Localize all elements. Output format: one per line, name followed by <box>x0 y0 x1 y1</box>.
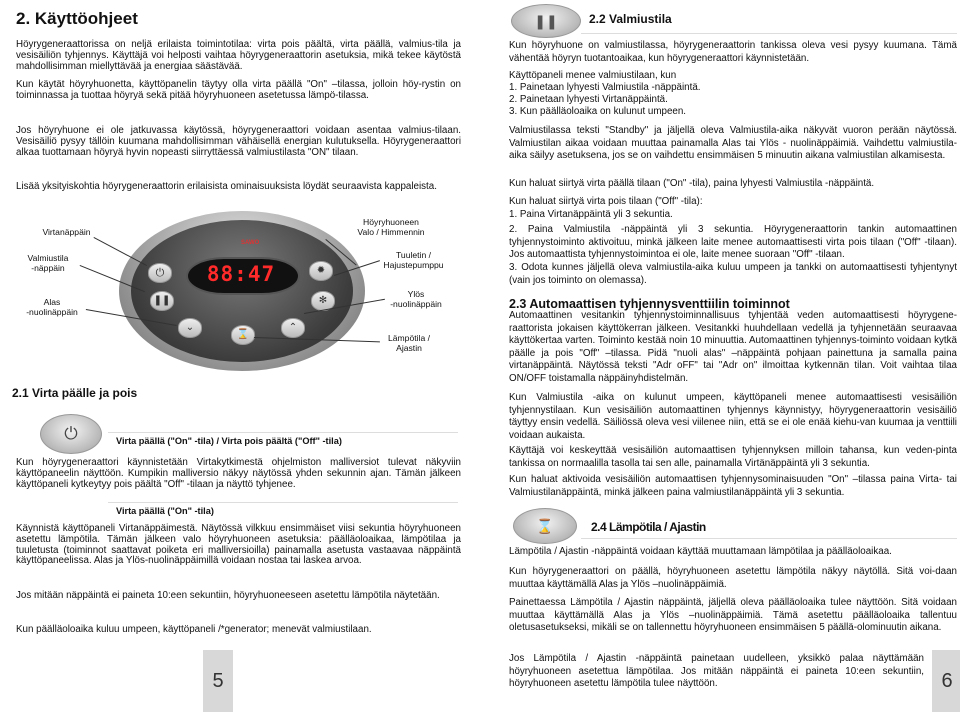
drain-activate: Kun haluat aktivoida vesisäiliön automaattisen tyhjennysominaisuuden "On" –tilassa paina Virta- tai Valmiustilanäppäintä, minkä jälkeen paina valmiustilanäppäintä yli 3 sekuntia. <box>509 474 957 498</box>
standby-intro: Kun höyryhuone on valmiustilassa, höyrygeneraattorin tankissa oleva vesi pysyy kuumana. Tämä vähentää höyryn tuotantoaikaa, kun höyrygeneraattori käynnistetään. <box>509 40 957 64</box>
divider <box>108 432 458 433</box>
page-title: 2. Käyttöohjeet <box>16 9 138 28</box>
off-step-1: 1. Paina Virtanäppäintä yli 3 sekuntia. <box>509 209 673 220</box>
drain-interrupt: Käyttäjä voi keskeyttää vesisäiliön automaattisen tyhjennyksen milloin tahansa, kun veden-pinta tankissa on normaalilla tasolla tai sen alle, painamalla Virtänäppäintä yli 3 sekuntia. <box>509 445 957 469</box>
section-heading: 2.3 Automaattisen tyhjennysventtiilin toiminnot <box>509 297 790 311</box>
subheading-on-off: Virta päällä ("On" -tila) / Virta pois päältä ("Off" -tila) <box>116 436 342 446</box>
divider <box>581 538 957 539</box>
temp-intro: Lämpötila / Ajastin -näppäintä voidaan käyttää muuttamaan lämpötilaa ja päälläoloaikaa. <box>509 546 892 557</box>
fan-icon: ✻ <box>318 295 328 306</box>
details-paragraph: Lisää yksityiskohtia höyrygeneraattorin erilaisista ominaisuuksista löydät seuraavista kappaleista. <box>16 181 437 192</box>
label-power: Virtanäppäin <box>42 227 91 237</box>
standby-step-2: 2. Painetaan lyhyesti Virtanäppäintä. <box>509 94 668 105</box>
standby-to-on: Kun haluat siirtyä virta päällä tilaan ("On" -tila), paina lyhyesti Valmiustila -näppäintä. <box>509 178 875 189</box>
power-button-image <box>40 414 102 454</box>
page-number: 6 <box>932 650 960 712</box>
subheading-on: Virta päällä ("On" -tila) <box>116 506 214 516</box>
intro-paragraph: Höyrygeneraattorissa on neljä erilaista toimintotilaa: virta pois päältä, virta päällä, valmius-tila ja vesisäiliön tyhjennys. Käyttäjä voi helposti vaihtaa höyrygeneraattorin asetuksia, mikä tekee käytöstä mahdollisimman miellyttävää ja energiaa säästävää. <box>16 39 461 72</box>
page-number: 5 <box>203 650 233 712</box>
usage-paragraph: Kun käytät höyryhuonetta, käyttöpanelin täytyy olla virta päällä "On" –tilassa, jolloin höy-rystin on toiminnassa ja tuottaa höyryä sekä pitää höyryhuoneen asetetussa lämpö-tilassa. <box>16 79 461 101</box>
label-temp: Lämpötila / Ajastin <box>387 333 431 353</box>
standby-step-1: 1. Painetaan lyhyesti Valmiustila -näppäintä. <box>509 82 701 93</box>
ontime-paragraph: Kun päälläoloaika kuluu umpeen, käyttöpaneli /*generator; menevät valmiustilaan. <box>16 624 372 635</box>
chevron-down-icon: ⌄ <box>185 322 195 333</box>
drain-intro: Automaattinen vesitankin tyhjennystoiminnallisuus tyhjentää veden automaattisesti höyrygene-raattorista jokaisen käyttökerran jälkeen. Vesitankki huuhdellaan vedellä ja tyhjennetään seuraavaa käyttökertaa varten. Toiminto kestää noin 10 minuuttia. Automaattinen tyhjennys-toiminto voidaan kytkä päälle ja pois "Off" –tilassa. Pidä "nuoli alas" –näppäintä pohjaan painettuna ja samalla paina virtanäppäintä. Näytössä teksti "Adr oFF" tai "Adr on" ilmoittaa kytkennän tilan. Voit vaihtaa tilaa ON/OFF toistamalla näppäinyhdistelmän. <box>509 310 957 384</box>
standby-when: Käyttöpaneli menee valmiustilaan, kun <box>509 70 677 81</box>
standby-button-image <box>511 4 581 38</box>
standby-to-off: Kun haluat siirtyä virta pois tilaan ("Off" -tila): <box>509 196 703 207</box>
standby-paragraph: Jos höyryhuone ei ole jatkuvassa käytössä, höyrygeneraattori voidaan asentaa valmius-tilaan. Vesisäiliö pysyy tällöin kuumana mahdollisimman vähäisellä energian kulutuksella. Höyrygeneraattori alkaa tuottamaan höyryä hyvin nopeasti siirryttäessä valmiustilasta "ON" tilaan. <box>16 125 461 158</box>
bulb-icon: ✹ <box>316 265 326 276</box>
power-icon: ⏻ <box>64 424 78 443</box>
standby-step-3: 3. Kun päälläoloaika on kulunut umpeen. <box>509 106 687 117</box>
standby-icon: ❚❚ <box>153 295 171 306</box>
drain-process: Kun Valmiustila -aika on kulunut umpeen, käyttöpaneli menee automaattisesti vesisäiliön tyhjennystilaan. Kun vesisäiliön automaattinen tyhjennys käynnistyy, höyrygeneraattorin vesisäiliö täyttyy ensin vedellä. Säiliössä oleva vesi viilenee niin, että se ei ole enää kiehu-van kuumaa ja venttiili voidaan aukaista. <box>509 392 957 441</box>
section-heading: 2.1 Virta päälle ja pois <box>12 386 138 400</box>
off-step-2: 2. Paina Valmiustila -näppäintä yli 3 sekuntia. Höyrygeneraattorin tankin automaattinen tyhjennystoiminto aktivoituu, minkä jälkeen laite menee automaattisesti virta pois tilaan ("Off" -tilaan). Jos automaattista tyhjennystoimintoa ei ole, laite menee suoraan "Off" -tilaan. <box>509 224 957 260</box>
temp-timer-button-image <box>513 508 577 544</box>
up-button[interactable] <box>281 318 305 338</box>
timeout-paragraph: Jos mitään näppäintä ei paineta 10:een sekuntiin, höyryhuoneeseen asetettu lämpötila näytetään. <box>16 590 440 601</box>
standby-button[interactable] <box>150 291 174 311</box>
divider <box>108 502 458 503</box>
temp-change: Kun höyrygeneraattori on päällä, höyryhuoneen asetettu lämpötila näkyy näytöllä. Sitä voi-daan muuttaa käyttämällä Alas ja Ylös –nuolinäppäimiä. <box>509 566 957 590</box>
power-icon: ⏻ <box>155 267 165 279</box>
pause-icon: ❚❚ <box>534 13 558 29</box>
label-standby: Valmiustila -näppäin <box>27 253 69 273</box>
standby-display: Valmiustilassa teksti "Standby" ja jäljellä oleva Valmiustila-aika näkyvät vuoron perään näytössä. Valmiustilan aikaa voidaan muuttaa painamalla Alas tai Ylös - nuolinäppäimiä. Vaihdettu valmiustila-aika säilyy asetuksena, jos se on vaihdettu ensimmäisen 5 minuutin aikana valmiustilan alkamisesta. <box>509 125 957 161</box>
power-paragraph: Kun höyrygeneraattori käynnistetään Virtakytkimestä ohjelmiston malliversiot tulevat näkyviin käyttöpaneelin näyttöön. Kumpikin malliversio näkyy näytössä yhden sekunnin ajan. Tämän jälkeen käyttöpaneli kytkeytyy pois päältä "Off" -tilaan ja näyttö tyhjenee. <box>16 457 461 490</box>
temp-timer-button[interactable] <box>231 325 255 345</box>
on-paragraph: Käynnistä käyttöpaneli Virtanäppäimestä. Näytössä vilkkuu ensimmäiset viisi sekuntia höyryhuoneen asetettu lämpötila. Tämän jälkeen valo höyryhuoneen asetuksia: päälläoloaikaa, lämpötilaa ja tuuletusta (toiminnot saattavat poiketa eri malliversioilla) painamalla asetusta vastaavaa näppäintä käyttöpaneelissa. Alas ja Ylös-nuolinäppäimillä voidaan nostaa tai laskea arvoa. <box>16 523 461 567</box>
chevron-up-icon: ⌃ <box>288 322 298 333</box>
thermometer-icon: ⌛ <box>236 329 250 340</box>
section-heading: 2.2 Valmiustila <box>589 12 672 26</box>
label-fan: Tuuletin / Hajustepumppu <box>383 250 444 270</box>
power-button[interactable] <box>148 263 172 283</box>
thermometer-icon: ⌛ <box>536 518 554 534</box>
timer-change: Painettaessa Lämpötila / Ajastin näppäintä, jäljellä oleva päälläoloaika tulee näyttöön. Sitä voidaan muuttaa käyttämällä Alas ja Ylös –nuolinäppäimiä. Tämä asetettu päälläoloaika tallentuu oletusasetukseksi, mikäli se on tallennettu höyryhuoneen ensimmäisen 5 päällä-olominuutin aikana. <box>509 597 957 633</box>
section-heading: 2.4 Lämpötila / Ajastin <box>591 520 706 534</box>
label-down: Alas -nuolinäppäin <box>26 297 78 317</box>
temp-return: Jos Lämpötila / Ajastin -näppäintä painetaan uudelleen, yksikkö palaa näyttämään höyryhuoneen asetettua lämpötilaa. Jos mitään näppäintä ei paineta 10:een sekuntiin, höyryhuoneen asetettu lämpötila tulee näyttöön. <box>509 653 924 689</box>
label-up: Ylös -nuolinäppäin <box>390 289 442 309</box>
light-button[interactable] <box>309 261 333 281</box>
down-button[interactable] <box>178 318 202 338</box>
control-panel-illustration <box>16 205 461 385</box>
display-digits: 88:47 <box>206 262 276 286</box>
divider <box>581 33 957 34</box>
brand-logo: SAWO <box>241 240 260 246</box>
label-light: Höyryhuoneen Valo / Himmennin <box>357 217 425 237</box>
off-step-3: 3. Odota kunnes jäljellä oleva valmiustila-aika kuluu umpeen ja tankki on automaattisesti tyhjentynyt (vain jos toiminto on olemassa). <box>509 262 957 286</box>
